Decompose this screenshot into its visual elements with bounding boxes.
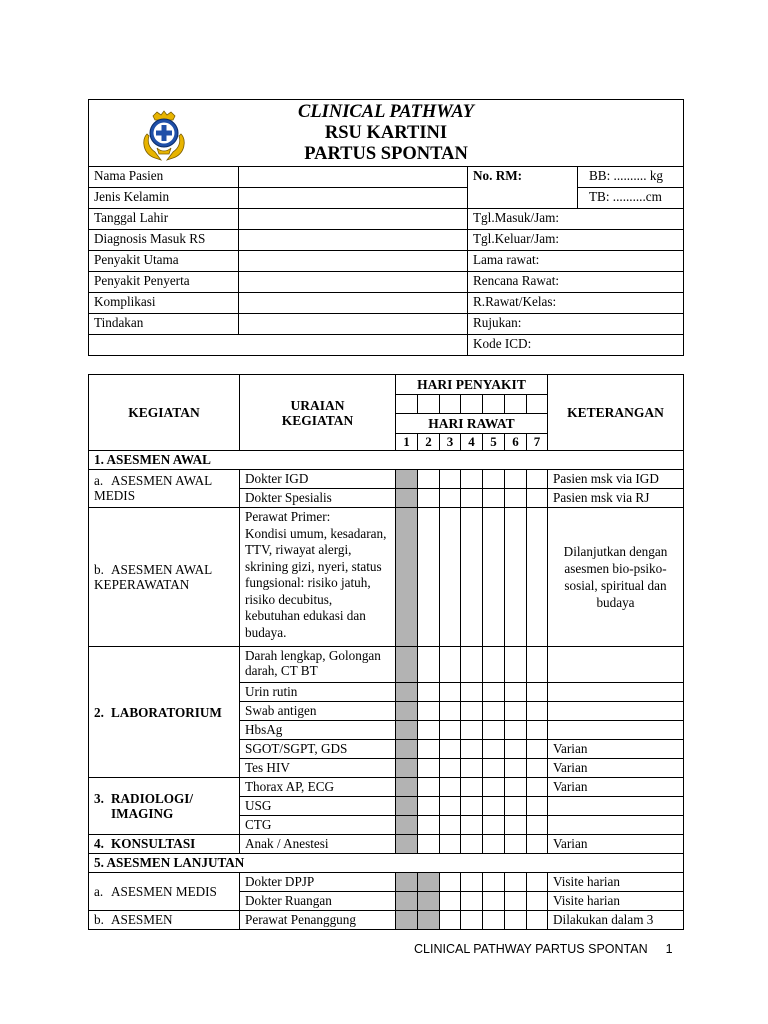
check-cell[interactable]	[505, 797, 527, 816]
check-cell[interactable]	[440, 702, 461, 721]
check-cell[interactable]	[505, 835, 527, 854]
check-cell[interactable]	[396, 740, 418, 759]
ket-hbsag	[548, 721, 684, 740]
label-penyakit-utama: Penyakit Utama	[89, 251, 239, 272]
label-tanggal-lahir: Tanggal Lahir	[89, 209, 239, 230]
check-cell[interactable]	[418, 759, 440, 778]
uraian-perawat-primer: Perawat Primer: Kondisi umum, kesadaran, TTV, riwayat alergi, skrining gizi, nyeri, status fungsional: risiko jatuh, risiko decubitus, kebutuhan edukasi dan budaya.	[240, 508, 396, 647]
ket-dokter-dpjp: Visite harian	[548, 873, 684, 892]
check-cell[interactable]	[505, 683, 527, 702]
uraian-thorax-ecg: Thorax AP, ECG	[240, 778, 396, 797]
check-cell[interactable]	[505, 759, 527, 778]
ket-tes-hiv: Varian	[548, 759, 684, 778]
ket-darah-lengkap	[548, 647, 684, 683]
check-cell[interactable]	[527, 721, 548, 740]
check-cell[interactable]	[461, 683, 483, 702]
ket-dokter-spesialis: Pasien msk via RJ	[548, 489, 684, 508]
ket-swab-antigen	[548, 702, 684, 721]
field-tanggal-lahir[interactable]	[239, 209, 468, 230]
check-cell[interactable]	[440, 647, 461, 683]
check-cell[interactable]	[483, 816, 505, 835]
check-cell[interactable]	[483, 508, 505, 647]
field-lama-rawat[interactable]: Lama rawat:	[468, 251, 684, 272]
check-cell[interactable]	[461, 647, 483, 683]
check-cell[interactable]	[418, 911, 440, 930]
day-6: 6	[505, 434, 527, 451]
field-tgl-keluar[interactable]: Tgl.Keluar/Jam:	[468, 230, 684, 251]
check-cell[interactable]	[527, 683, 548, 702]
label-diagnosis-masuk: Diagnosis Masuk RS	[89, 230, 239, 251]
check-cell[interactable]	[396, 816, 418, 835]
header-keterangan: KETERANGAN	[548, 375, 684, 451]
uraian-hbsag: HbsAg	[240, 721, 396, 740]
check-cell[interactable]	[505, 508, 527, 647]
kegiatan-laboratorium: 2. LABORATORIUM	[89, 647, 240, 778]
check-cell[interactable]	[505, 873, 527, 892]
check-cell[interactable]	[483, 740, 505, 759]
field-nama-pasien[interactable]	[239, 167, 468, 188]
check-cell[interactable]	[483, 778, 505, 797]
check-cell[interactable]	[461, 489, 483, 508]
check-cell[interactable]	[418, 892, 440, 911]
check-cell[interactable]	[527, 702, 548, 721]
check-cell[interactable]	[396, 778, 418, 797]
check-cell[interactable]	[396, 683, 418, 702]
field-rencana-rawat[interactable]: Rencana Rawat:	[468, 272, 684, 293]
field-bb[interactable]: BB: .......... kg	[578, 167, 684, 188]
uraian-anak-anestesi: Anak / Anestesi	[240, 835, 396, 854]
kegiatan-asesmen-medis: a. ASESMEN MEDIS	[89, 873, 240, 911]
check-cell[interactable]	[461, 911, 483, 930]
check-cell[interactable]	[440, 873, 461, 892]
ket-sgot-sgpt: Varian	[548, 740, 684, 759]
check-cell[interactable]	[461, 816, 483, 835]
check-cell[interactable]	[505, 470, 527, 489]
check-cell[interactable]	[527, 778, 548, 797]
field-tindakan-extra[interactable]	[89, 335, 468, 356]
section-asesmen-lanjutan: 5. ASESMEN LANJUTAN	[89, 854, 684, 873]
ket-dokter-ruangan: Visite harian	[548, 892, 684, 911]
pathway-table	[88, 374, 684, 930]
field-kode-icd[interactable]: Kode ICD:	[468, 335, 684, 356]
uraian-dokter-ruangan: Dokter Ruangan	[240, 892, 396, 911]
check-cell[interactable]	[527, 797, 548, 816]
check-cell[interactable]	[483, 759, 505, 778]
check-cell[interactable]	[483, 892, 505, 911]
check-cell[interactable]	[483, 797, 505, 816]
uraian-swab-antigen: Swab antigen	[240, 702, 396, 721]
check-cell[interactable]	[483, 683, 505, 702]
check-cell[interactable]	[396, 647, 418, 683]
check-cell[interactable]	[418, 470, 440, 489]
check-cell[interactable]	[505, 816, 527, 835]
label-jenis-kelamin: Jenis Kelamin	[89, 188, 239, 209]
check-cell[interactable]	[505, 778, 527, 797]
check-cell[interactable]	[418, 816, 440, 835]
day-3: 3	[440, 434, 461, 451]
uraian-tes-hiv: Tes HIV	[240, 759, 396, 778]
check-cell[interactable]	[418, 873, 440, 892]
check-cell[interactable]	[440, 797, 461, 816]
kegiatan-radiologi: 3. RADIOLOGI/ IMAGING	[89, 778, 240, 835]
check-cell[interactable]	[527, 892, 548, 911]
check-cell[interactable]	[461, 470, 483, 489]
check-cell[interactable]	[396, 508, 418, 647]
header-hari-penyakit: HARI PENYAKIT	[396, 375, 548, 395]
check-cell[interactable]	[483, 835, 505, 854]
field-tb[interactable]: TB: ..........cm	[578, 188, 684, 209]
hospital-emblem-icon	[135, 108, 193, 164]
check-cell[interactable]	[461, 740, 483, 759]
page-number: 1	[665, 942, 673, 956]
check-cell[interactable]	[396, 489, 418, 508]
check-cell[interactable]	[440, 816, 461, 835]
uraian-perawat-penanggung: Perawat Penanggung	[240, 911, 396, 930]
check-cell[interactable]	[505, 647, 527, 683]
check-cell[interactable]	[418, 683, 440, 702]
check-cell[interactable]	[461, 778, 483, 797]
check-cell[interactable]	[527, 816, 548, 835]
check-cell[interactable]	[440, 489, 461, 508]
ket-anak-anestesi: Varian	[548, 835, 684, 854]
day-4: 4	[461, 434, 483, 451]
kegiatan-asesmen-b: b. ASESMEN	[89, 911, 240, 930]
field-diagnosis-masuk[interactable]	[239, 230, 468, 251]
kegiatan-asesmen-awal-medis: a. ASESMEN AWAL MEDIS	[89, 470, 240, 508]
check-cell[interactable]	[483, 489, 505, 508]
ket-urin-rutin	[548, 683, 684, 702]
ket-dokter-igd: Pasien msk via IGD	[548, 470, 684, 489]
check-cell[interactable]	[527, 508, 548, 647]
check-cell[interactable]	[461, 508, 483, 647]
field-tindakan[interactable]	[239, 314, 468, 335]
check-cell[interactable]	[396, 721, 418, 740]
check-cell[interactable]	[418, 835, 440, 854]
check-cell[interactable]	[527, 911, 548, 930]
ket-thorax-ecg: Varian	[548, 778, 684, 797]
check-cell[interactable]	[418, 647, 440, 683]
check-cell[interactable]	[483, 911, 505, 930]
field-penyakit-utama[interactable]	[239, 251, 468, 272]
title-hospital: RSU KARTINI	[324, 123, 448, 143]
check-cell[interactable]	[483, 702, 505, 721]
field-jenis-kelamin[interactable]	[239, 188, 468, 209]
check-cell[interactable]	[396, 759, 418, 778]
ket-usg	[548, 797, 684, 816]
check-cell[interactable]	[461, 797, 483, 816]
check-cell[interactable]	[505, 721, 527, 740]
check-cell[interactable]	[461, 873, 483, 892]
check-cell[interactable]	[461, 721, 483, 740]
ket-perawat-primer: Dilanjutkan dengan asesmen bio-psiko-sosial, spiritual dan budaya	[548, 508, 684, 647]
footer-title: CLINICAL PATHWAY PARTUS SPONTAN	[414, 942, 648, 956]
uraian-dokter-igd: Dokter IGD	[240, 470, 396, 489]
check-cell[interactable]	[396, 873, 418, 892]
check-cell[interactable]	[505, 702, 527, 721]
check-cell[interactable]	[505, 911, 527, 930]
day-5: 5	[483, 434, 505, 451]
patient-info-table	[88, 99, 684, 356]
check-cell[interactable]	[440, 683, 461, 702]
title-clinical-pathway: CLINICAL PATHWAY	[298, 102, 474, 122]
field-komplikasi[interactable]	[239, 293, 468, 314]
uraian-dokter-spesialis: Dokter Spesialis	[240, 489, 396, 508]
check-cell[interactable]	[418, 489, 440, 508]
check-cell[interactable]	[440, 759, 461, 778]
header-kegiatan: KEGIATAN	[89, 375, 240, 451]
check-cell[interactable]	[440, 721, 461, 740]
ket-ctg	[548, 816, 684, 835]
form-header	[89, 100, 684, 167]
check-cell[interactable]	[527, 740, 548, 759]
day-2: 2	[418, 434, 440, 451]
check-cell[interactable]	[440, 470, 461, 489]
uraian-urin-rutin: Urin rutin	[240, 683, 396, 702]
check-cell[interactable]	[396, 892, 418, 911]
uraian-ctg: CTG	[240, 816, 396, 835]
check-cell[interactable]	[483, 470, 505, 489]
field-penyakit-penyerta[interactable]	[239, 272, 468, 293]
check-cell[interactable]	[440, 740, 461, 759]
check-cell[interactable]	[527, 835, 548, 854]
field-rujukan[interactable]: Rujukan:	[468, 314, 684, 335]
day-7: 7	[527, 434, 548, 451]
check-cell[interactable]	[396, 835, 418, 854]
check-cell[interactable]	[396, 702, 418, 721]
check-cell[interactable]	[440, 835, 461, 854]
check-cell[interactable]	[461, 835, 483, 854]
field-tgl-masuk[interactable]: Tgl.Masuk/Jam:	[468, 209, 684, 230]
check-cell[interactable]	[418, 508, 440, 647]
check-cell[interactable]	[527, 873, 548, 892]
uraian-dokter-dpjp: Dokter DPJP	[240, 873, 396, 892]
check-cell[interactable]	[505, 489, 527, 508]
header-uraian: URAIAN KEGIATAN	[240, 375, 396, 451]
label-komplikasi: Komplikasi	[89, 293, 239, 314]
check-cell[interactable]	[483, 721, 505, 740]
check-cell[interactable]	[418, 778, 440, 797]
check-cell[interactable]	[505, 892, 527, 911]
check-cell[interactable]	[483, 873, 505, 892]
check-cell[interactable]	[396, 797, 418, 816]
check-cell[interactable]	[505, 740, 527, 759]
label-no-rm[interactable]: No. RM:	[468, 167, 578, 209]
day-1: 1	[396, 434, 418, 451]
uraian-sgot-sgpt: SGOT/SGPT, GDS	[240, 740, 396, 759]
title-procedure: PARTUS SPONTAN	[304, 144, 468, 164]
check-cell[interactable]	[527, 647, 548, 683]
check-cell[interactable]	[440, 778, 461, 797]
check-cell[interactable]	[527, 470, 548, 489]
label-penyakit-penyerta: Penyakit Penyerta	[89, 272, 239, 293]
check-cell[interactable]	[396, 470, 418, 489]
check-cell[interactable]	[418, 797, 440, 816]
uraian-darah-lengkap: Darah lengkap, Golongan darah, CT BT	[240, 647, 396, 683]
check-cell[interactable]	[461, 759, 483, 778]
check-cell[interactable]	[440, 508, 461, 647]
check-cell[interactable]	[483, 647, 505, 683]
kegiatan-konsultasi: 4. KONSULTASI	[89, 835, 240, 854]
check-cell[interactable]	[440, 892, 461, 911]
header-hari-rawat: HARI RAWAT	[396, 414, 548, 434]
label-tindakan: Tindakan	[89, 314, 239, 335]
check-cell[interactable]	[461, 702, 483, 721]
check-cell[interactable]	[527, 759, 548, 778]
check-cell[interactable]	[461, 892, 483, 911]
check-cell[interactable]	[418, 740, 440, 759]
label-nama-pasien: Nama Pasien	[89, 167, 239, 188]
check-cell[interactable]	[527, 489, 548, 508]
check-cell[interactable]	[440, 911, 461, 930]
uraian-usg: USG	[240, 797, 396, 816]
check-cell[interactable]	[418, 721, 440, 740]
page-footer	[414, 942, 673, 956]
check-cell[interactable]	[396, 911, 418, 930]
check-cell[interactable]	[418, 702, 440, 721]
section-asesmen-awal: 1. ASESMEN AWAL	[89, 451, 684, 470]
ket-perawat-penanggung: Dilakukan dalam 3	[548, 911, 684, 930]
kegiatan-asesmen-awal-keperawatan: b. ASESMEN AWAL KEPERAWATAN	[89, 508, 240, 647]
field-rawat-kelas[interactable]: R.Rawat/Kelas:	[468, 293, 684, 314]
